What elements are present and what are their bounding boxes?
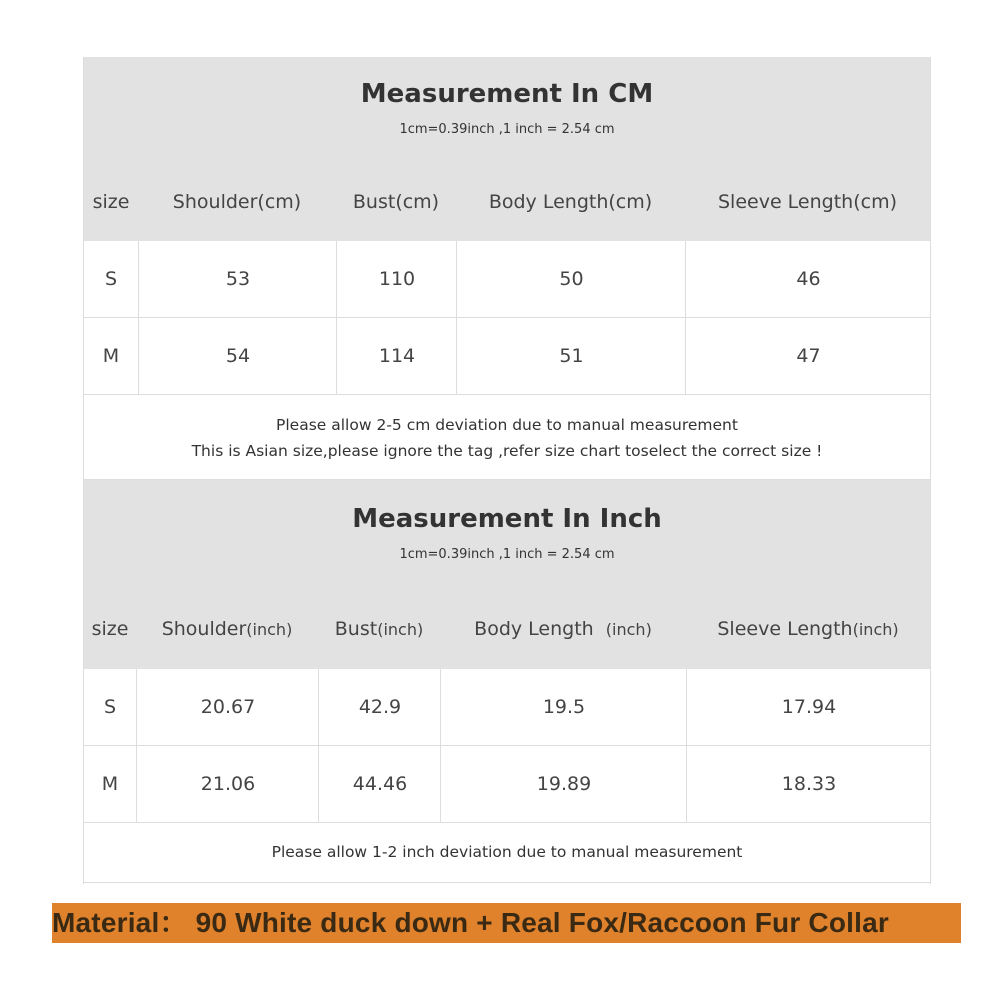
cm-title: Measurement In CM: [360, 79, 654, 109]
table-cell: 44.46: [318, 746, 441, 822]
inch-note-1: Please allow 1-2 inch deviation due to manual measurement: [271, 843, 743, 861]
header-label: Shoulder: [161, 618, 247, 640]
table-cell: 21.06: [136, 746, 319, 822]
header-unit: (inch): [605, 619, 652, 639]
table-cell: 46: [685, 241, 931, 317]
cm-column-header: Sleeve Length(cm): [717, 191, 897, 213]
table-cell: 17.94: [686, 669, 931, 745]
inch-notes: [84, 823, 930, 883]
cm-header: [84, 57, 930, 241]
material-banner: Material： 90 White duck down + Real Fox/Raccoon Fur Collar: [52, 903, 961, 943]
table-cell: 20.67: [136, 669, 319, 745]
inch-column-header: [686, 609, 930, 649]
table-cell: 18.33: [686, 746, 931, 822]
table-cell: 19.89: [440, 746, 687, 822]
header-unit: (inch): [377, 619, 424, 639]
table-cell: 114: [336, 318, 457, 394]
cm-notes: [84, 396, 930, 480]
table-row: [84, 669, 930, 746]
inch-subtitle: 1cm=0.39inch ,1 inch = 2.54 cm: [399, 547, 615, 562]
table-cell: M: [101, 773, 119, 795]
inch-title: Measurement In Inch: [352, 504, 662, 534]
cm-size-chart: [83, 57, 931, 480]
table-cell: 51: [456, 318, 686, 394]
table-cell: 53: [138, 241, 337, 317]
inch-column-header: [84, 609, 136, 649]
cm-column-header: size: [92, 191, 130, 213]
inch-column-header: [318, 609, 440, 649]
header-label: Bust: [334, 618, 378, 640]
table-row: [84, 318, 930, 395]
header-label: size: [91, 618, 129, 640]
table-cell: S: [104, 268, 118, 290]
table-row: [84, 241, 930, 318]
table-cell: 47: [685, 318, 931, 394]
cm-note-2: This is Asian size,please ignore the tag ,refer size chart toselect the correct size !: [191, 442, 823, 460]
table-cell: 110: [336, 241, 457, 317]
table-cell: 50: [456, 241, 686, 317]
table-cell: 54: [138, 318, 337, 394]
cm-subtitle: 1cm=0.39inch ,1 inch = 2.54 cm: [399, 122, 615, 137]
header-label: Body Length: [474, 618, 606, 640]
table-cell: M: [102, 345, 120, 367]
inch-header: [84, 480, 930, 669]
header-unit: (inch): [852, 619, 899, 639]
inch-size-chart: [83, 480, 931, 884]
header-unit: (inch): [246, 619, 293, 639]
table-row: [84, 746, 930, 823]
cm-column-header: Bust(cm): [352, 191, 440, 213]
inch-column-header: [440, 609, 686, 649]
cm-note-1: Please allow 2-5 cm deviation due to manual measurement: [276, 416, 738, 434]
cm-column-header: Body Length(cm): [488, 191, 653, 213]
table-cell: 42.9: [318, 669, 441, 745]
table-cell: 19.5: [440, 669, 687, 745]
header-label: Sleeve Length: [717, 618, 853, 640]
table-cell: S: [103, 696, 117, 718]
cm-column-header: Shoulder(cm): [172, 191, 302, 213]
inch-column-header: [136, 609, 318, 649]
